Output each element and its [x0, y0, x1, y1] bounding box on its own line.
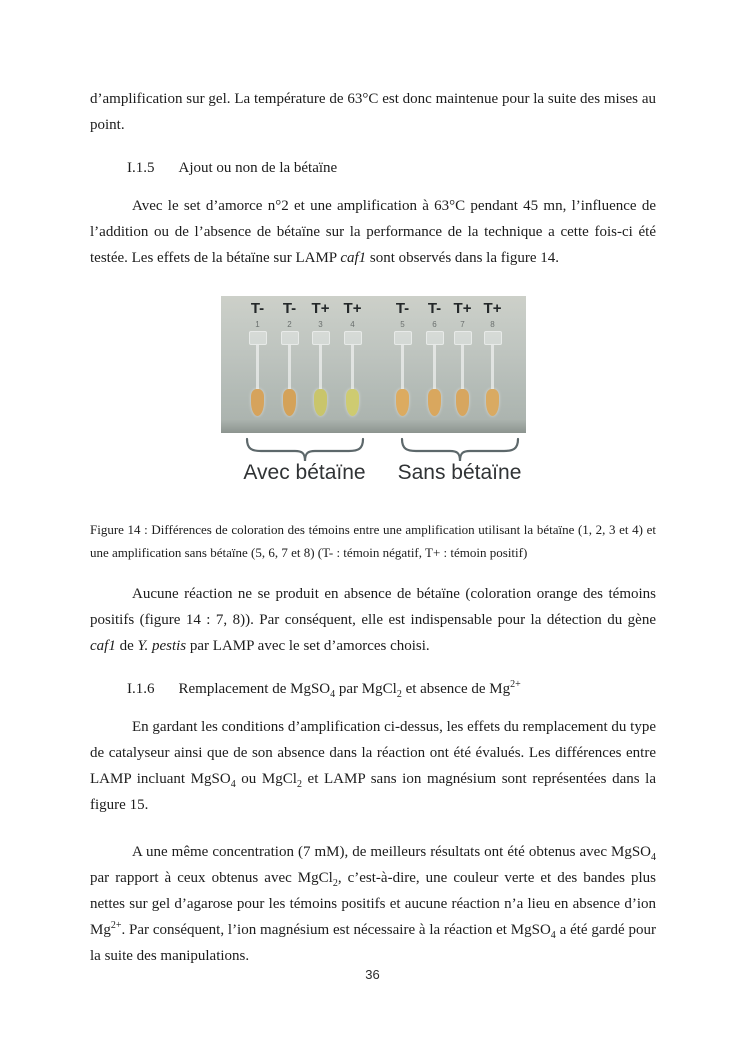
paragraph-text: sont observés dans la figure 14.	[366, 250, 560, 266]
paragraph-betaine-intro	[90, 193, 656, 271]
paragraph-betaine-result	[90, 581, 656, 659]
subscript: 2	[332, 878, 338, 889]
paragraph-text: de	[115, 638, 138, 654]
tube-liquid	[314, 389, 327, 416]
figure-photo-tubes	[221, 296, 526, 433]
tube-7	[448, 296, 478, 433]
paragraph-catalyseur	[90, 714, 656, 818]
tube-stem	[351, 345, 354, 389]
tube-3	[306, 296, 336, 433]
heading-i-1-6	[127, 676, 656, 702]
paragraph-text: . Par conséquent, l’ion magnésium est nécessaire à la réaction et MgSO	[121, 922, 551, 938]
tube-cap	[454, 331, 472, 345]
tube-control-label: T+	[483, 300, 502, 317]
paragraph-text: a été gardé pour la suite des manipulations.	[90, 922, 656, 964]
heading-i-1-5	[127, 155, 656, 181]
subscript: 4	[230, 779, 236, 790]
tube-liquid	[396, 389, 409, 416]
tube-control-label: T-	[250, 300, 265, 317]
tube-control-label: T-	[395, 300, 410, 317]
tube-liquid	[456, 389, 469, 416]
tube-number: 7	[460, 320, 465, 329]
paragraph-text: ou MgCl	[235, 771, 297, 787]
tube-liquid	[486, 389, 499, 416]
tube-cap	[344, 331, 362, 345]
gene-name-italic: caf1	[90, 638, 116, 654]
tube-6	[420, 296, 450, 433]
tube-cap	[249, 331, 267, 345]
tube-4	[338, 296, 368, 433]
tube-control-label: T+	[453, 300, 472, 317]
label-sans-betaine: Sans bétaïne	[397, 461, 522, 484]
tube-number: 2	[287, 320, 292, 329]
tube-1	[243, 296, 273, 433]
species-name-italic: Y. pestis	[137, 638, 187, 654]
paragraph-text: d’amplification sur gel. La température de 63°C est donc maintenue pour la suite des mises au point.	[90, 91, 656, 133]
tube-cap	[484, 331, 502, 345]
tube-stem	[491, 345, 494, 389]
heading-number: I.1.5	[127, 160, 155, 176]
tube-number: 1	[255, 320, 260, 329]
tube-control-label: T-	[427, 300, 442, 317]
tube-stem	[401, 345, 404, 389]
label-avec-betaine: Avec bétaïne	[243, 461, 366, 484]
tube-number: 5	[400, 320, 405, 329]
superscript: 2+	[110, 920, 122, 931]
subscript: 4	[651, 852, 656, 863]
paragraph-text: par LAMP avec le set d’amorces choisi.	[186, 638, 430, 654]
heading-title: Ajout ou non de la bétaïne	[178, 160, 338, 176]
tube-number: 8	[490, 320, 495, 329]
tube-number: 4	[350, 320, 355, 329]
paragraph-text: En gardant les conditions d’amplification ci-dessus, les effets du remplacement du type de catalyseur ainsi que de son absence dans la réaction ont été évalués. Les différences entre LAMP incluant MgSO	[90, 719, 656, 787]
tube-number: 6	[432, 320, 437, 329]
paragraph-text: Avec le set d’amorce n°2 et une amplification à 63°C pendant 45 mn, l’influence de l’addition ou de l’absence de bétaïne sur la performance de la technique a cette fois-ci été testée. Les effets de la bétaïne sur LAMP	[90, 198, 656, 266]
subscript: 2	[396, 689, 402, 700]
tube-5	[388, 296, 418, 433]
paragraph-temperature	[90, 86, 656, 138]
page-content	[90, 86, 656, 969]
tube-8	[478, 296, 508, 433]
gene-name-italic: caf1	[340, 250, 367, 266]
tube-control-label: T+	[343, 300, 362, 317]
tube-stem	[433, 345, 436, 389]
tube-cap	[426, 331, 444, 345]
tube-stem	[256, 345, 259, 389]
subscript: 4	[550, 930, 556, 941]
tube-liquid	[283, 389, 296, 416]
paragraph-text: par rapport à ceux obtenus avec MgCl	[90, 870, 333, 886]
paragraph-text: et LAMP sans ion magnésium sont représentées dans la figure 15.	[90, 771, 657, 813]
tube-stem	[461, 345, 464, 389]
subscript: 2	[296, 779, 302, 790]
tube-number: 3	[318, 320, 323, 329]
page-number: 36	[365, 967, 380, 982]
tube-cap	[281, 331, 299, 345]
paragraph-concentration	[90, 839, 656, 969]
tube-liquid	[346, 389, 359, 416]
heading-number: I.1.6	[127, 681, 155, 697]
tube-control-label: T+	[311, 300, 330, 317]
tube-cap	[312, 331, 330, 345]
tube-liquid	[428, 389, 441, 416]
tube-cap	[394, 331, 412, 345]
subscript: 4	[330, 689, 336, 700]
tube-stem	[319, 345, 322, 389]
tube-liquid	[251, 389, 264, 416]
superscript: 2+	[510, 679, 521, 690]
tube-2	[275, 296, 305, 433]
tube-control-label: T-	[282, 300, 297, 317]
paragraph-text: Aucune réaction ne se produit en absence de bétaïne (coloration orange des témoins positifs (figure 14 : 7, 8)). Par conséquent, elle est indispensable pour la détection du gène	[90, 586, 656, 628]
heading-title: Remplacement de MgSO$_4$ par MgCl$_2$ et absence de $Mg^{2+}$	[178, 679, 521, 700]
paragraph-text: , c’est-à-dire, une couleur verte et des bandes plus nettes sur gel d’agarose pour les témoins positifs et aucune réaction n’a lieu en absence d’ion Mg	[90, 870, 656, 938]
figure-14	[221, 296, 526, 492]
paragraph-text: A une même concentration (7 mM), de meilleurs résultats ont été obtenus avec MgSO	[132, 844, 651, 860]
tube-stem	[288, 345, 291, 389]
figure-14-caption: Figure 14 : Différences de coloration des témoins entre une amplification utilisant la bétaïne (1, 2, 3 et 4) et une amplification sans bétaïne (5, 6, 7 et 8) (T- : témoin négatif, T+ : témoin positif)	[90, 522, 656, 560]
